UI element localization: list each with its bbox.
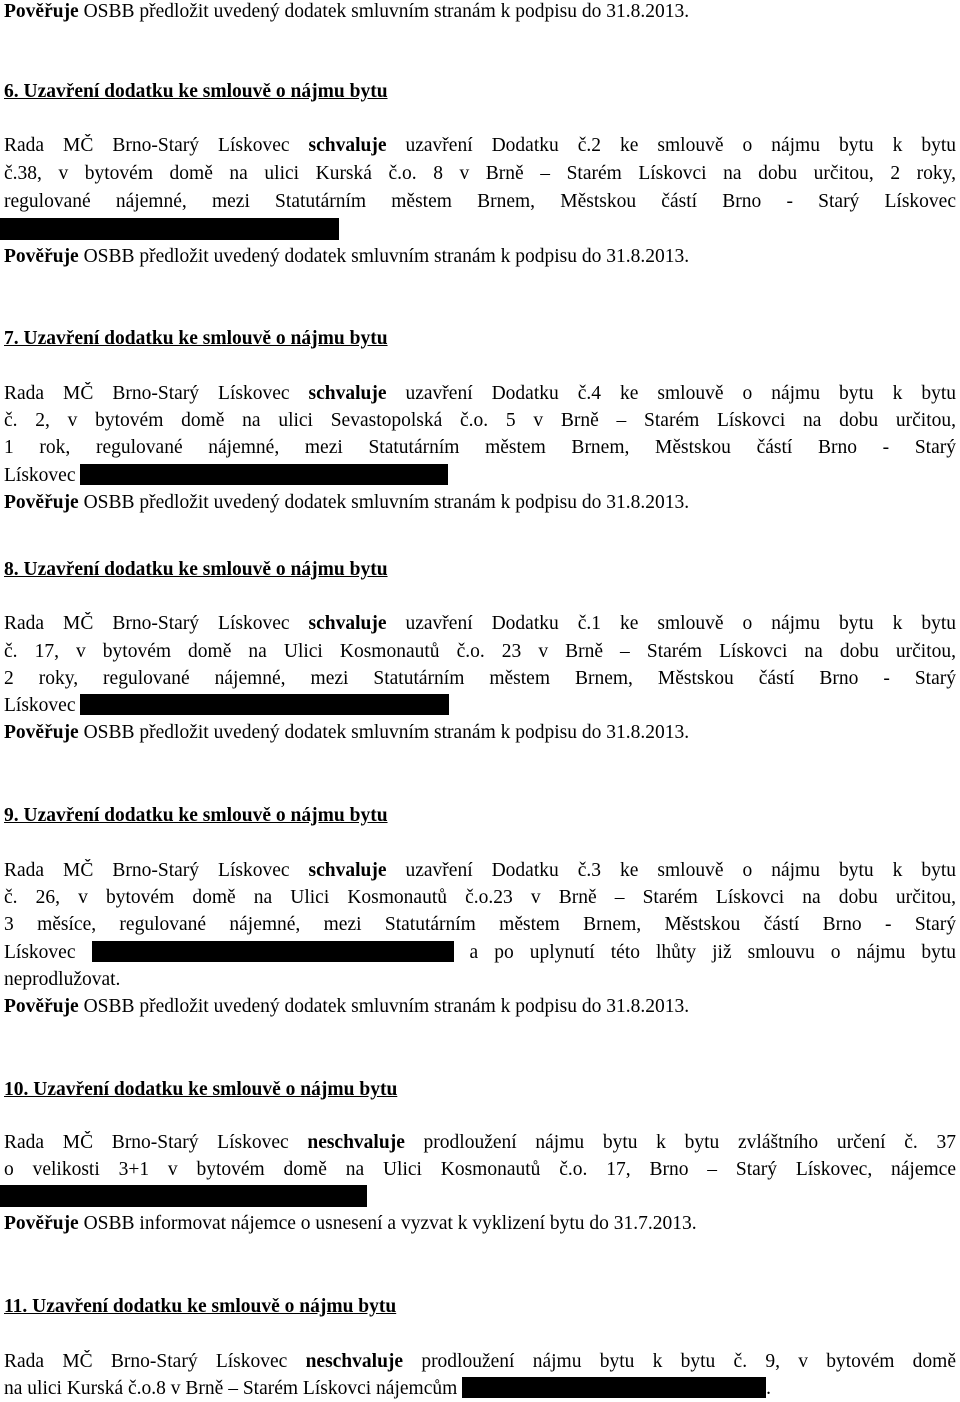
paragraph-line: Rada MČ Brno-Starý Lískovec schvaluje uzavření Dodatku č.2 ke smlouvě o nájmu bytu k bytu: [4, 135, 956, 156]
paragraph-line: regulované nájemné, mezi Statutárním městem Brnem, Městskou částí Brno - Starý Lískovec: [4, 191, 956, 212]
paragraph-line: 2 roky, regulované nájemné, mezi Statutárním městem Brnem, Městskou částí Brno - Starý: [4, 668, 956, 689]
paragraph-line: č. 17, v bytovém domě na Ulici Kosmonautů č.o. 23 v Brně – Starém Lískovci na dobu určitou,: [4, 641, 956, 662]
redacted-block: [80, 694, 449, 715]
paragraph-line: o velikosti 3+1 v bytovém domě na Ulici Kosmonautů č.o. 17, Brno – Starý Lískovec, nájemce: [4, 1159, 956, 1180]
paragraph-line: Rada MČ Brno-Starý Lískovec schvaluje uzavření Dodatku č.4 ke smlouvě o nájmu bytu k bytu: [4, 383, 956, 404]
paragraph-line: Rada MČ Brno-Starý Lískovec schvaluje uzavření Dodatku č.1 ke smlouvě o nájmu bytu k bytu: [4, 613, 956, 634]
paragraph-line: Rada MČ Brno-Starý Lískovec neschvaluje prodloužení nájmu bytu k bytu zvláštního určení č. 37: [4, 1132, 956, 1153]
redacted-block: [92, 941, 454, 962]
paragraph-line: č. 26, v bytovém domě na Ulici Kosmonautů č.o.23 v Brně – Starém Lískovci na dobu určitou,: [4, 887, 956, 908]
resolution-line: Pověřuje OSBB informovat nájemce o usnesení a vyzvat k vyklizení bytu do 31.7.2013.: [4, 1213, 697, 1234]
section-heading: 9. Uzavření dodatku ke smlouvě o nájmu bytu: [4, 805, 388, 826]
section-heading: 8. Uzavření dodatku ke smlouvě o nájmu bytu: [4, 559, 388, 580]
paragraph-line: Lískovec: [4, 694, 449, 718]
resolution-line: Pověřuje OSBB předložit uvedený dodatek smluvním stranám k podpisu do 31.8.2013.: [4, 1, 690, 22]
redacted-block: [0, 1185, 367, 1207]
resolution-line: Pověřuje OSBB předložit uvedený dodatek smluvním stranám k podpisu do 31.8.2013.: [4, 246, 690, 267]
paragraph-line: na ulici Kurská č.o.8 v Brně – Starém Lískovci nájemcům .: [4, 1378, 772, 1399]
paragraph-line: 1 rok, regulované nájemné, mezi Statutárním městem Brnem, Městskou částí Brno - Starý: [4, 437, 956, 458]
redacted-block: [462, 1377, 766, 1398]
resolution-line: Pověřuje OSBB předložit uvedený dodatek smluvním stranám k podpisu do 31.8.2013.: [4, 722, 690, 743]
redacted-block: [80, 464, 448, 485]
resolution-line: Pověřuje OSBB předložit uvedený dodatek smluvním stranám k podpisu do 31.8.2013.: [4, 996, 690, 1017]
paragraph-line: 3 měsíce, regulované nájemné, mezi Statutárním městem Brnem, Městskou částí Brno - Starý: [4, 914, 956, 935]
section-heading: 11. Uzavření dodatku ke smlouvě o nájmu bytu: [4, 1296, 397, 1317]
paragraph-line: Lískovec: [4, 464, 448, 488]
section-heading: 7. Uzavření dodatku ke smlouvě o nájmu bytu: [4, 328, 388, 349]
paragraph-line: č. 2, v bytovém domě na ulici Sevastopolská č.o. 5 v Brně – Starém Lískovci na dobu určitou,: [4, 410, 956, 431]
paragraph-line: Rada MČ Brno-Starý Lískovec neschvaluje prodloužení nájmu bytu k bytu č. 9, v bytovém domě: [4, 1351, 956, 1372]
resolution-line: Pověřuje OSBB předložit uvedený dodatek smluvním stranám k podpisu do 31.8.2013.: [4, 492, 690, 513]
paragraph-line: Rada MČ Brno-Starý Lískovec schvaluje uzavření Dodatku č.3 ke smlouvě o nájmu bytu k bytu: [4, 860, 956, 881]
paragraph-line: č.38, v bytovém domě na ulici Kurská č.o. 8 v Brně – Starém Lískovci na dobu určitou, 2 roky,: [4, 163, 956, 184]
section-heading: 10. Uzavření dodatku ke smlouvě o nájmu bytu: [4, 1079, 398, 1100]
section-heading: 6. Uzavření dodatku ke smlouvě o nájmu bytu: [4, 81, 388, 102]
redacted-block: [0, 218, 339, 240]
paragraph-line: Lískovec a po uplynutí této lhůty již smlouvu o nájmu bytu: [4, 942, 956, 963]
paragraph-line: neprodlužovat.: [4, 969, 121, 990]
